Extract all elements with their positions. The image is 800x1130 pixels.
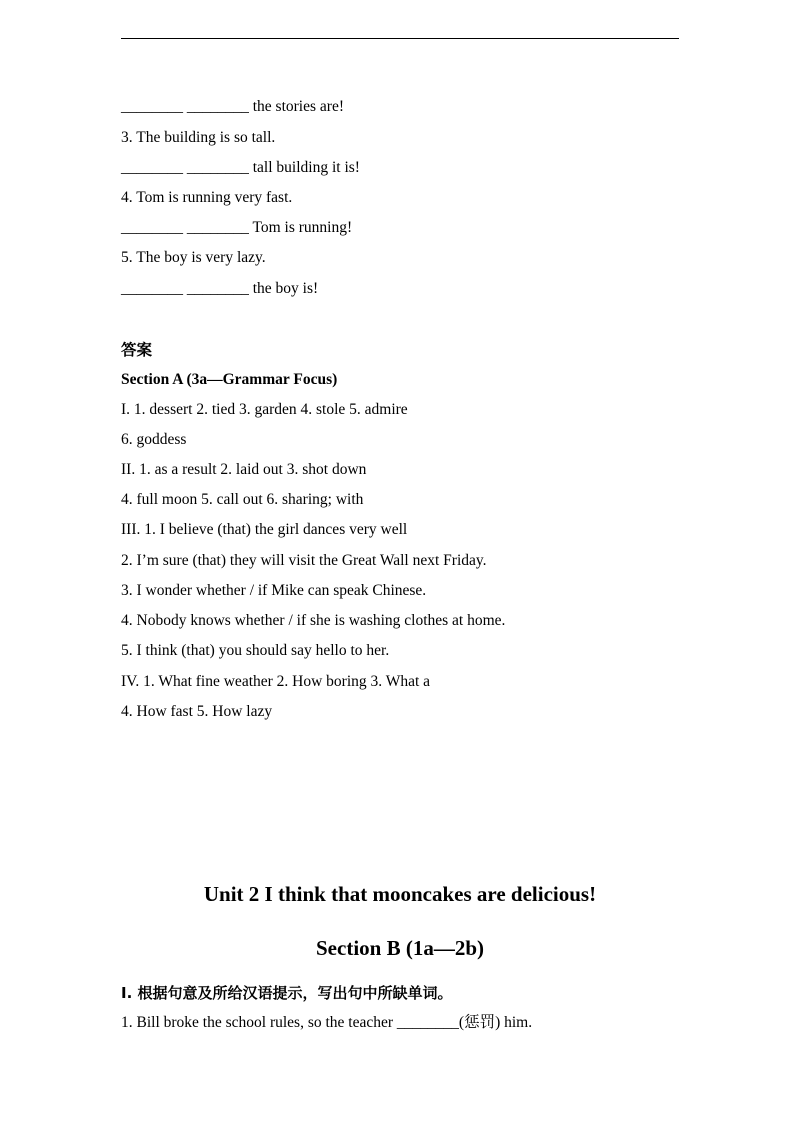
- answer-line: 5. I think (that) you should say hello to her.: [121, 642, 390, 659]
- answer-line: II. 1. as a result 2. laid out 3. shot down: [121, 461, 367, 478]
- section-title: Section B (1a—2b): [316, 936, 484, 960]
- exercise-item: 1. Bill broke the school rules, so the teacher ________(惩罚) him.: [121, 1014, 533, 1031]
- answer-line: 2. I’m sure (that) they will visit the Great Wall next Friday.: [121, 552, 487, 569]
- exercise-line: 4. Tom is running very fast.: [121, 189, 293, 206]
- answers-section-title: Section A (3a—Grammar Focus): [121, 371, 338, 388]
- answer-line: 4. Nobody knows whether / if she is washing clothes at home.: [121, 612, 506, 629]
- answer-line: 3. I wonder whether / if Mike can speak Chinese.: [121, 582, 427, 599]
- answer-line: I. 1. dessert 2. tied 3. garden 4. stole 5. admire: [121, 401, 408, 418]
- exercise-line: 5. The boy is very lazy.: [121, 249, 266, 266]
- answer-line: IV. 1. What fine weather 2. How boring 3. What a: [121, 673, 431, 690]
- exercise-line: 3. The building is so tall.: [121, 129, 276, 146]
- exercise-line: ________ ________ the boy is!: [121, 280, 319, 297]
- exercise-line: ________ ________ the stories are!: [121, 98, 344, 115]
- exercise-line: ________ ________ tall building it is!: [121, 159, 360, 176]
- answers-heading: 答案: [121, 341, 153, 359]
- answer-line: 4. full moon 5. call out 6. sharing; with: [121, 491, 364, 508]
- header-rule: [121, 38, 679, 39]
- answer-line: 6. goddess: [121, 431, 187, 448]
- exercise-line: ________ ________ Tom is running!: [121, 219, 353, 236]
- answer-line: 4. How fast 5. How lazy: [121, 703, 273, 720]
- exercise-instruction: Ⅰ. 根据句意及所给汉语提示，写出句中所缺单词。: [121, 984, 453, 1002]
- unit-title: Unit 2 I think that mooncakes are delicious!: [203, 882, 597, 906]
- answer-line: III. 1. I believe (that) the girl dances very well: [121, 521, 408, 538]
